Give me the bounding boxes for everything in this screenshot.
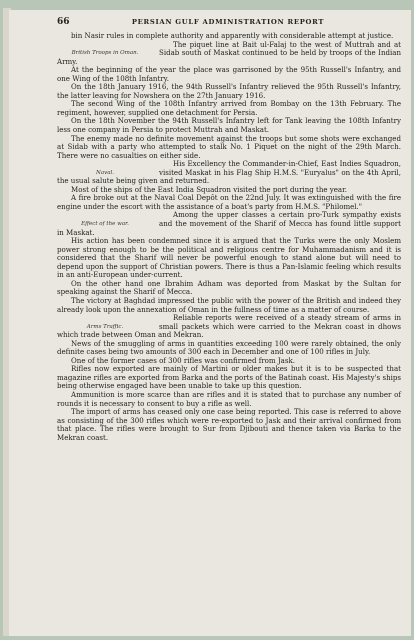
sidenote-british-troops: British Troops in Oman. [71, 50, 139, 57]
paragraph: Rifles now exported are mainly of Martini or older makes but it is to be suspected that magazine rifles are exported from Barka and the ports of the Batinah coast. His Majesty's ships being otherwise engaged have been unable to take up this question. [57, 364, 401, 391]
paragraph: Most of the ships of the East India Squadron visited the port during the year. [71, 184, 347, 194]
sidenote-effect-of-war: Effect of the war. [81, 221, 129, 228]
sidenote-arms-traffic: Arms Traffic. [86, 323, 124, 330]
paragraph: British Troops in Oman. The piquet line at Bait ul-Falaj to the west of Muttrah and at Sidab south of Maskat continued to be held by troops of the Indian Army. [57, 39, 401, 66]
paragraph: bin Nasir rules in complete authority and apparently with considerable attempt at justice. [71, 31, 394, 40]
document-body [57, 32, 401, 442]
paragraph: At the beginning of the year the place was garrisoned by the 95th Russell's Infantry, and one Wing of the 108th Infantry. [57, 65, 401, 83]
document-page [9, 10, 411, 636]
paragraph: On the other hand one Ibrahim Adham was deported from Maskat by the Sultan for speaking against the Sharif of Mecca. [57, 278, 401, 297]
paragraph: Ammunition is more scarce than are rifles and it is stated that to purchase any number of rounds it is necessary to consent to buy a rifle as well. [57, 389, 401, 408]
paragraph: On the 18th January 1916, the 94th Russell's Infantry relieved the 95th Russell's Infantry, the latter leaving for Nowshera on the 27th January 1916. [57, 82, 401, 100]
paragraph: On the 18th November the 94th Russell's Infantry left for Tank leaving the 108th Infantry less one company in Persia to protect Muttrah and Maskat. [57, 116, 401, 135]
paragraph: His action has been condemned since it is argued that the Turks were the only Moslem power strong enough to be the political and religious centre for Muhammadanism and it is considered that the Sharif will never be powerful enough to stand alone but will need to depend upon the support of Christian powers. There is thus a Pan-Islamic feeling which results in an anti-European under-current. [57, 236, 401, 280]
paragraph: Effect of the war. Among the upper classes a certain pro-Turk sympathy exists and the movement of the Sharif of Mecca has found little support in Maskat. [57, 210, 401, 237]
paragraph: A fire broke out at the Naval Coal Depôt on the 22nd July. It was extinguished with the fire engine under the escort with the assistance of a boat's party from H.M.S. "Philomel." [57, 193, 401, 211]
paragraph: Naval. His Excellency the Commander-in-Chief, East Indies Squadron, visited Maskat in his Flag Ship H.M.S. "Euryalus" on the 4th April, the usual salute being given and returned. [57, 159, 401, 186]
paragraph: The second Wing of the 108th Infantry arrived from Bombay on the 13th February. The regiment, however, supplied one detachment for Persia. [57, 99, 401, 117]
paragraph: One of the former cases of 300 rifles was confirmed from Jask. [71, 355, 295, 365]
paragraph: The enemy made no definite movement against the troops but some shots were exchanged at Sidab with a party who attempted to stalk No. 1 Piquet on the night of the 29th March. There were no casualties on either side. [57, 133, 401, 160]
paragraph: The victory at Baghdad impressed the public with the power of the British and indeed they already look upon the annexation of Oman in the fullness of time as a matter of course. [57, 295, 401, 314]
paragraph: The import of arms has ceased only one case being reported. This case is referred to above as consisting of the 300 rifles which were re-exported to Jask and their arrival confirmed from that place. The rifles were brought to Sur from Djibouti and thence taken via Barka to the Mekran coast. [57, 407, 401, 442]
page-number: 66 [57, 17, 70, 27]
paragraph: Arms Traffic. Reliable reports were received of a steady stream of arms in small packets which were carried to the Mekran coast in dhows which trade between Oman and Mekran. [57, 313, 401, 340]
sidenote-naval: Naval. [96, 169, 114, 176]
page-header [57, 17, 399, 29]
paragraph: News of the smuggling of arms in quantities exceeding 100 were rarely obtained, the only definite cases being two amounts of 300 each in December and one of 100 rifles in July. [57, 338, 401, 357]
running-title: PERSIAN GULF ADMINISTRATION REPORT [131, 18, 325, 26]
